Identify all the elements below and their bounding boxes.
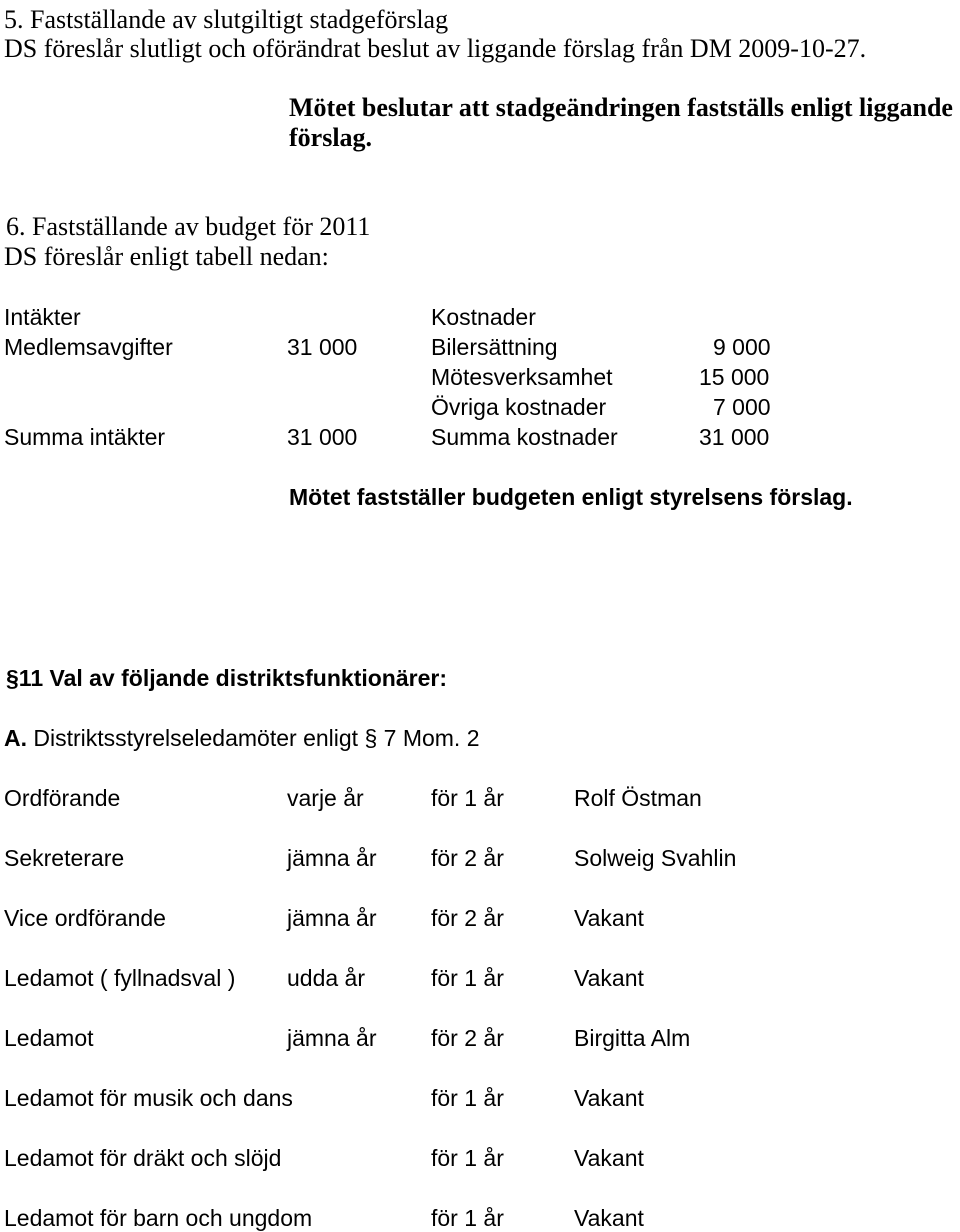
cost-row-label: Mötesverksamhet	[431, 364, 613, 390]
cost-row-label: Bilersättning	[431, 334, 558, 360]
section11-heading-text: 11 Val av följande distriktsfunktionärer:	[18, 665, 447, 691]
section-sign-icon: §	[364, 725, 378, 751]
section5-proposal-line: DS föreslår slutligt och oförändrat beslut av liggande förslag från DM 2009-10-27.	[4, 34, 867, 63]
official-when: jämna år	[287, 905, 377, 931]
section5-heading: 5. Fastställande av slutgiltigt stadgeförslag	[4, 5, 449, 34]
official-term: för 2 år	[431, 845, 504, 871]
official-name: Solweig Svahlin	[574, 845, 737, 871]
official-role: Ordförande	[4, 785, 121, 811]
official-name: Vakant	[574, 965, 644, 991]
section-sign-icon: §	[6, 665, 19, 691]
cost-row-value: 9 000	[713, 334, 771, 360]
section6-decision: Mötet fastställer budgeten enligt styrelsens förslag.	[289, 484, 853, 510]
cost-header: Kostnader	[431, 304, 536, 330]
section5-decision-line2: förslag.	[289, 123, 373, 152]
official-term: för 1 år	[431, 965, 504, 991]
official-role: Sekreterare	[4, 845, 125, 871]
official-when: udda år	[287, 965, 366, 991]
subheading-text: Distriktsstyrelseledamöter enligt	[33, 725, 359, 751]
subheading-ref: 7 Mom. 2	[383, 725, 480, 751]
section5-decision-line1: Mötet beslutar att stadgeändringen fastställs enligt liggande	[289, 93, 953, 122]
official-name: Vakant	[574, 905, 644, 931]
official-name: Vakant	[574, 1205, 644, 1231]
income-header: Intäkter	[4, 304, 81, 330]
income-row-value: 31 000	[287, 334, 358, 360]
income-row-label: Medlemsavgifter	[4, 334, 173, 360]
cost-total-label: Summa kostnader	[431, 424, 618, 450]
official-name: Birgitta Alm	[574, 1025, 691, 1051]
official-role: Ledamot för musik och dans	[4, 1085, 293, 1111]
income-total-label: Summa intäkter	[4, 424, 166, 450]
official-role: Ledamot för barn och ungdom	[4, 1205, 313, 1231]
official-role: Ledamot	[4, 1025, 94, 1051]
cost-row-value: 15 000	[699, 364, 770, 390]
official-term: för 1 år	[431, 1145, 504, 1171]
official-term: för 2 år	[431, 1025, 504, 1051]
subheading-letter: A.	[4, 725, 27, 751]
cost-total-value: 31 000	[699, 424, 770, 450]
official-name: Vakant	[574, 1085, 644, 1111]
official-role: Ledamot för dräkt och slöjd	[4, 1145, 282, 1171]
official-name: Rolf Östman	[574, 785, 702, 811]
official-role: Ledamot ( fyllnadsval )	[4, 965, 236, 991]
official-name: Vakant	[574, 1145, 644, 1171]
section6-heading: 6. Fastställande av budget för 2011	[6, 212, 371, 241]
official-term: för 1 år	[431, 785, 504, 811]
official-when: jämna år	[287, 845, 377, 871]
official-term: för 1 år	[431, 1205, 504, 1231]
income-total-value: 31 000	[287, 424, 358, 450]
section11-subheading	[4, 727, 480, 750]
cost-row-value: 7 000	[713, 394, 771, 420]
section11-heading	[6, 667, 447, 690]
section6-proposal-line: DS föreslår enligt tabell nedan:	[4, 242, 329, 271]
official-role: Vice ordförande	[4, 905, 166, 931]
official-when: jämna år	[287, 1025, 377, 1051]
official-term: för 2 år	[431, 905, 504, 931]
official-term: för 1 år	[431, 1085, 504, 1111]
official-when: varje år	[287, 785, 364, 811]
cost-row-label: Övriga kostnader	[431, 394, 607, 420]
